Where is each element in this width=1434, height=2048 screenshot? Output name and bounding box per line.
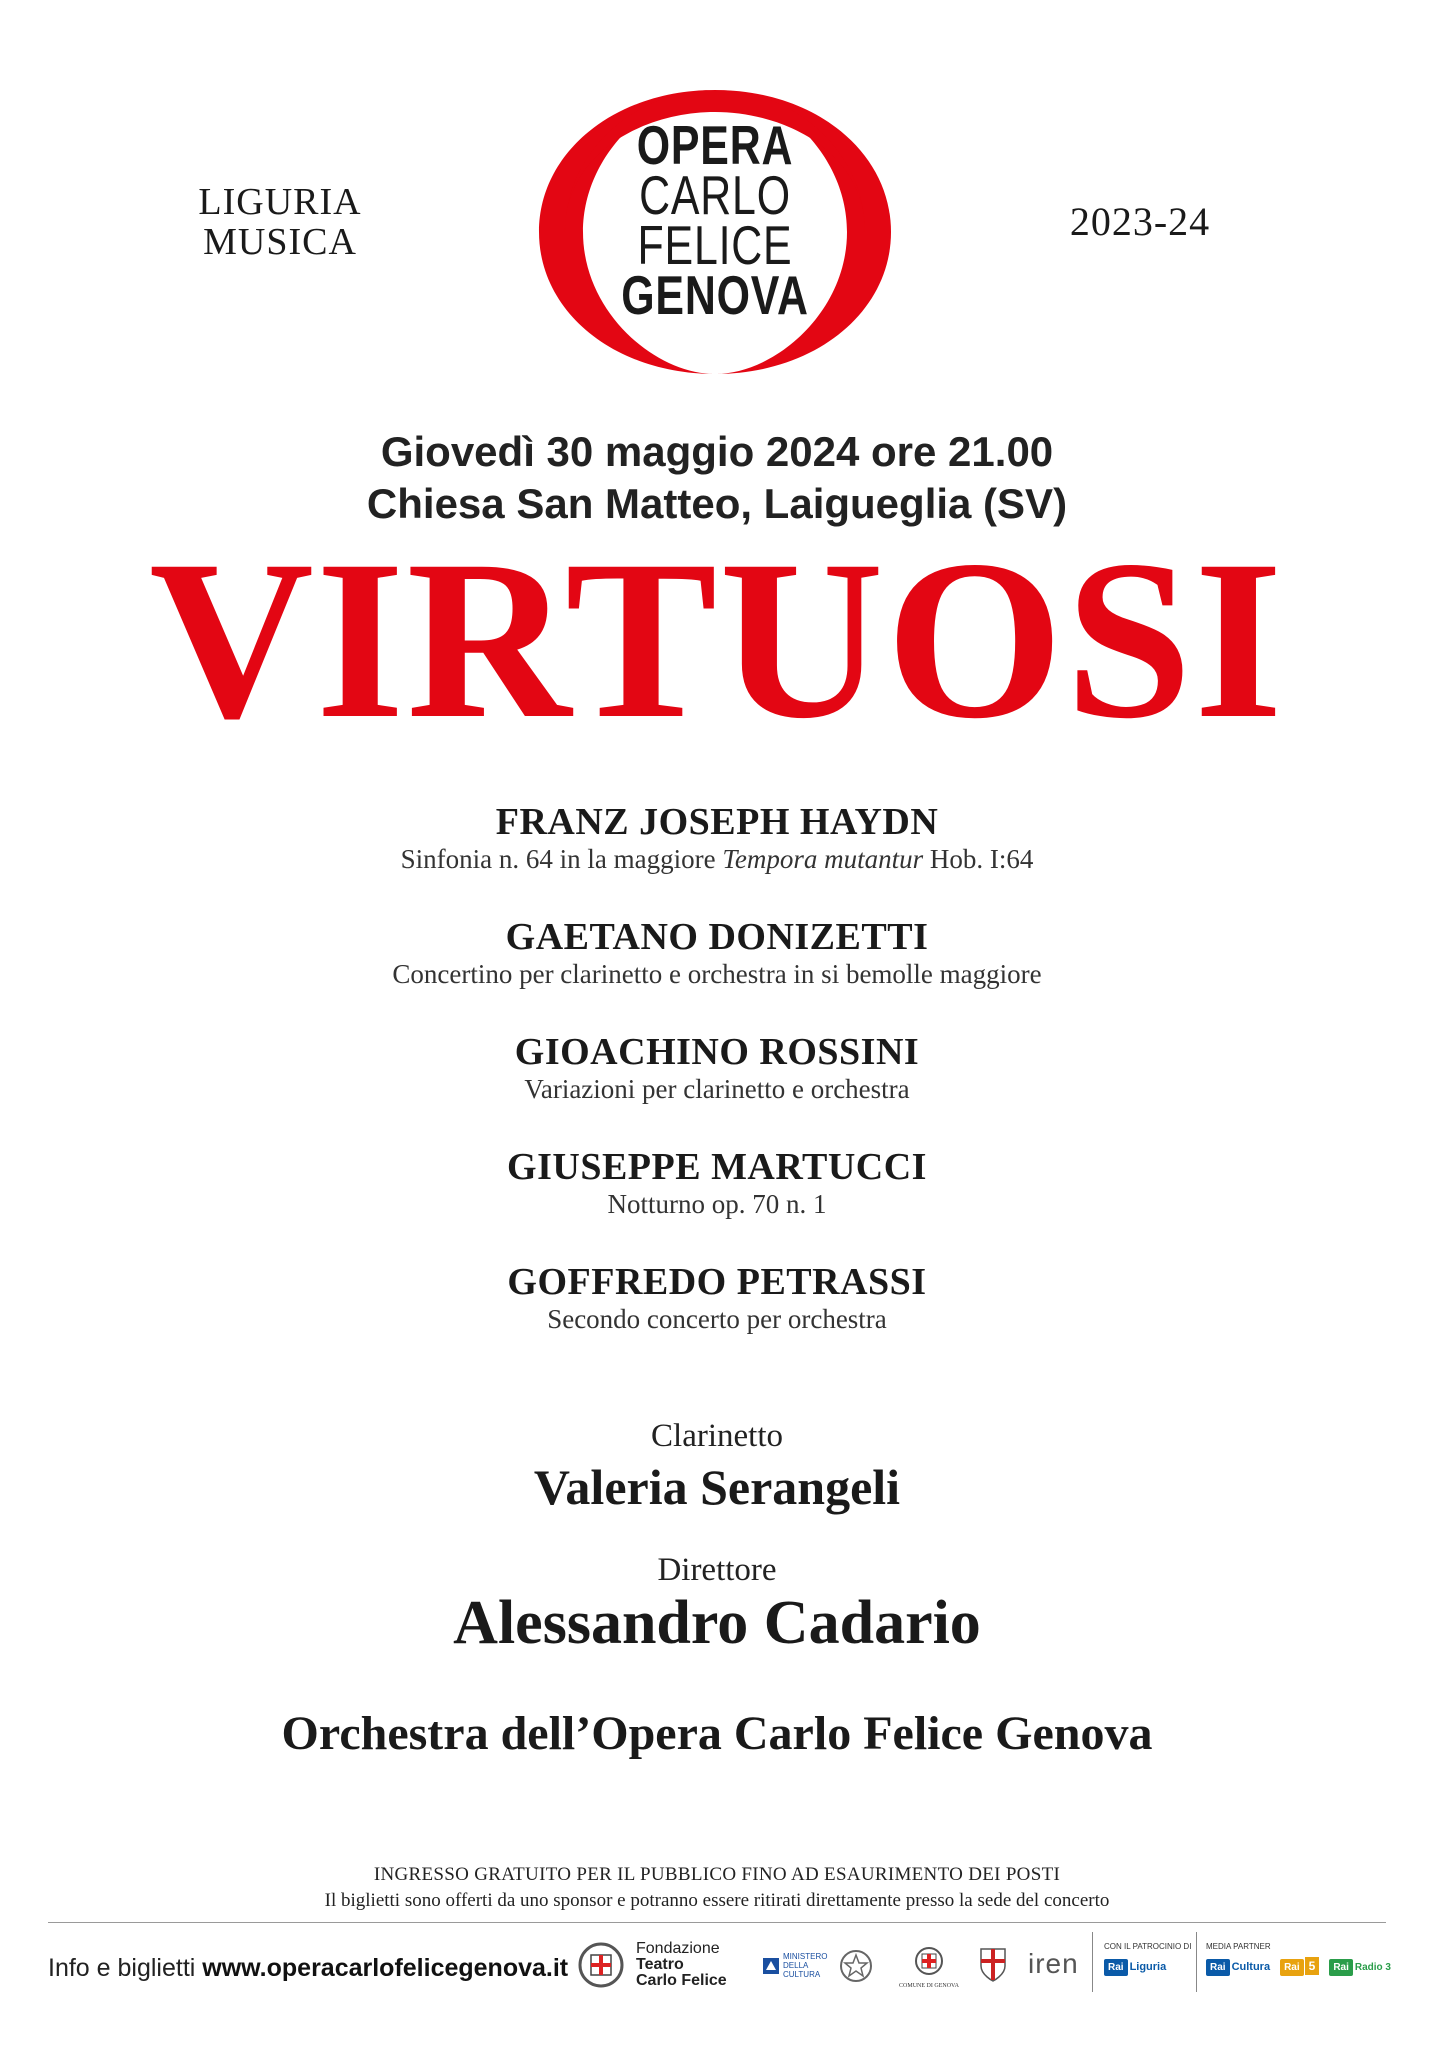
comune-text: COMUNE DI GENOVA	[899, 1983, 959, 1989]
logo-word-carlo: CARLO	[639, 164, 791, 226]
program-item	[0, 915, 1434, 990]
composer-name: FRANZ JOSEPH HAYDN	[495, 801, 939, 843]
rai-mark: Rai	[1104, 1959, 1128, 1976]
composer-name: GIUSEPPE MARTUCCI	[507, 1146, 927, 1188]
regione-liguria-shield-icon	[978, 1946, 1008, 1984]
fondazione-line-2: Teatro	[636, 1956, 684, 1973]
iren-logo: iren	[1028, 1948, 1079, 1979]
media-partner-label: MEDIA PARTNER	[1206, 1942, 1271, 1951]
logo-word-opera: OPERA	[636, 114, 794, 176]
composer-name: GIOACHINO ROSSINI	[514, 1031, 920, 1073]
series-line-2: MUSICA	[203, 221, 357, 263]
ministero-logo	[762, 1952, 835, 1979]
fondazione-line-1: Fondazione	[636, 1940, 720, 1957]
season-label: 2023-24	[1069, 199, 1211, 244]
logo-word-genova: GENOVA	[621, 264, 809, 326]
ticket-notice: Il biglietti sono offerti da uno sponsor e potranno essere ritirati direttamente presso la sede del concerto	[324, 1890, 1110, 1911]
free-entry-notice: INGRESSO GRATUITO PER IL PUBBLICO FINO AD ESAURIMENTO DEI POSTI	[373, 1864, 1061, 1885]
logo-word-felice: FELICE	[637, 214, 793, 276]
rai-cultura-logo: Rai Cultura	[1206, 1957, 1270, 1974]
info-label: Info e biglietti	[48, 1954, 203, 1982]
republic-emblem-icon	[838, 1948, 874, 1984]
footer-divider	[48, 1922, 1386, 1923]
work-title: Concertino per clarinetto e orchestra in si bemolle maggiore	[392, 959, 1042, 989]
info-tickets	[48, 1954, 568, 1983]
media-partner-logos	[1206, 1957, 1391, 1976]
logo-divider	[1092, 1932, 1093, 1992]
composer-name: GOFFREDO PETRASSI	[507, 1261, 927, 1303]
series-line-1: LIGURIA	[198, 181, 362, 223]
fondazione-logo	[574, 1940, 727, 1990]
work-title: Secondo concerto per orchestra	[547, 1304, 887, 1334]
comune-crest-icon	[912, 1944, 946, 1978]
fondazione-line-3: Carlo Felice	[636, 1972, 727, 1989]
ministero-text: MINISTERO DELLA CULTURA	[783, 1952, 828, 1979]
comune-genova-logo	[898, 1944, 960, 1989]
work-title: Sinfonia n. 64 in la maggiore Tempora mutantur Hob. I:64	[400, 844, 1034, 874]
soloist-role: Clarinetto	[651, 1418, 783, 1454]
program-item	[0, 1260, 1434, 1335]
work-title: Variazioni per clarinetto e orchestra	[524, 1074, 910, 1104]
ministero-emblem-icon	[762, 1957, 780, 1975]
conductor-role: Direttore	[657, 1552, 777, 1588]
soloist-name: Valeria Serangeli	[533, 1459, 901, 1515]
series-name	[160, 182, 400, 262]
program-item	[0, 1145, 1434, 1220]
event-title: VIRTUOSI	[149, 514, 1285, 766]
rai-liguria-logo: Rai Liguria	[1104, 1957, 1191, 1976]
rai-5-logo: Rai 5	[1280, 1957, 1319, 1974]
event-date-time: Giovedì 30 maggio 2024 ore 21.00	[380, 428, 1054, 475]
genova-crest-icon	[574, 1940, 628, 1990]
orchestra-name: Orchestra dell’Opera Carlo Felice Genova	[281, 1707, 1153, 1760]
work-title: Notturno op. 70 n. 1	[607, 1189, 827, 1219]
website-link[interactable]: www.operacarlofelicegenova.it	[202, 1954, 569, 1982]
program-item	[0, 1030, 1434, 1105]
program-item	[0, 800, 1434, 875]
composer-name: GAETANO DONIZETTI	[505, 916, 929, 958]
logo-divider	[1196, 1932, 1197, 1992]
rai-radio3-logo: Rai Radio 3	[1329, 1957, 1391, 1974]
conductor-name: Alessandro Cadario	[453, 1589, 981, 1657]
patrocinio-label: CON IL PATROCINIO DI	[1104, 1942, 1192, 1951]
patrocinio-block	[1104, 1942, 1191, 1976]
opera-logo-text	[594, 114, 836, 326]
media-partner-block	[1206, 1942, 1391, 1976]
event-venue: Chiesa San Matteo, Laigueglia (SV)	[366, 480, 1068, 527]
